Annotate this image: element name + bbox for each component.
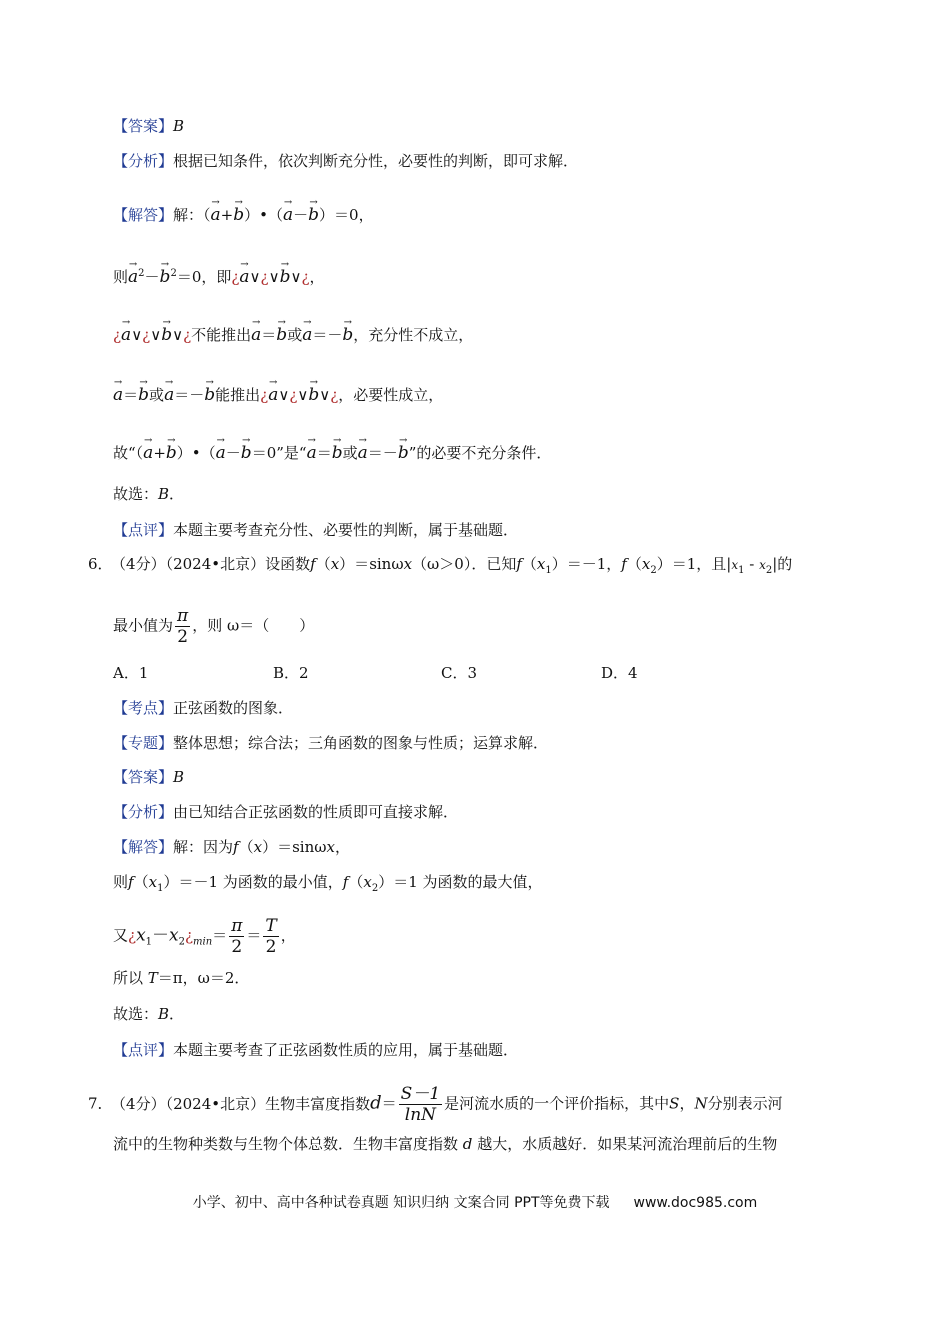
- dot: ）•（: [176, 444, 216, 462]
- fraction-numerator: T: [265, 916, 277, 936]
- q6-stem-line-2: [113, 606, 314, 647]
- or-sym: ∨: [278, 386, 290, 404]
- invalid-char: ¿: [185, 926, 194, 945]
- suoyi: 所以: [113, 969, 148, 987]
- plus: +: [153, 444, 166, 462]
- fraction-numerator: π: [231, 916, 243, 936]
- minus: －: [293, 206, 309, 224]
- footer-url[interactable]: www.doc985.com: [633, 1195, 758, 1211]
- solution-line-3: ¿→ a∨¿∨→ b∨¿不能推出→ a＝→ b或→ a＝－→ b，充分性不成立，: [113, 318, 473, 346]
- minus: －: [327, 326, 343, 344]
- option-a[interactable]: A．1: [113, 664, 149, 682]
- plus: +: [220, 206, 234, 224]
- richness-index-fraction: [399, 1084, 442, 1125]
- vector-a: → a: [302, 318, 312, 346]
- period: ．: [169, 1005, 185, 1023]
- conclusion-mid: ＝0”是“: [251, 444, 307, 462]
- q6-solution-line-1: 【解答】解：因为f（x）＝sinωx，: [113, 838, 350, 856]
- q7-stem-l2: 流中的生物种类数与生物个体总数．生物丰富度指数: [113, 1135, 459, 1153]
- page-footer: [0, 1192, 950, 1212]
- invalid-char: ¿: [183, 326, 192, 344]
- vector-b: → b: [138, 378, 149, 406]
- q6-stem-a: （4分）（2024•北京）设函数: [118, 555, 311, 573]
- max-statement: ）＝1 为函数的最大值，: [378, 873, 543, 891]
- fraction-denominator: 2: [231, 937, 243, 957]
- option-c[interactable]: C．3: [441, 664, 478, 682]
- or-sym: ∨: [249, 268, 261, 286]
- vector-b: → b: [308, 198, 319, 226]
- option-d[interactable]: D．4: [601, 664, 638, 682]
- q6-stem-e: ）＝1，且|: [656, 555, 732, 573]
- or-sym: ∨: [131, 326, 143, 344]
- q6-solution-line-2: 则$f(x_1)=-1$ 为函数的最小值，$f(x_2)=1$ 为函数的最大值，: [113, 873, 543, 894]
- vector-b: → b: [241, 436, 252, 464]
- solution-line-1: [113, 198, 374, 226]
- q6-kaodian-line: [113, 697, 293, 719]
- q6-stem-b: sinω: [369, 555, 404, 573]
- conclusion-end: ”的必要不充分条件．: [408, 444, 552, 462]
- kaodian-tag: 【考点】: [113, 699, 174, 717]
- choose-answer: B: [158, 485, 170, 503]
- q6-stem-d: ）＝－1，: [551, 555, 622, 573]
- analysis-tag: 【分析】: [113, 152, 174, 170]
- solution-start: 解：（: [173, 206, 211, 224]
- invalid-char: ¿: [260, 268, 269, 286]
- comment-text: 本题主要考查充分性、必要性的判断，属于基础题．: [173, 521, 519, 539]
- q6-stem-f: |的: [772, 555, 793, 573]
- eq-zero-ji: ＝0，即: [176, 268, 232, 286]
- q6-stem-c: （ω＞0）．已知: [412, 555, 517, 573]
- q6-zhuanti-line: [113, 732, 548, 754]
- answer-tag: 【答案】: [113, 117, 174, 135]
- q6-stem-line-1: 6． （4分）（2024•北京）设函数f（x）＝sinωx（ω＞0）．已知$f(x_1)=-1$，$f(x_2)=1$，且$|x_1 - x_2|$的: [88, 555, 793, 576]
- answer-line: [113, 115, 184, 137]
- sufficiency-fails: ，充分性不成立，: [353, 326, 474, 344]
- fraction-numerator: S－1: [400, 1084, 441, 1104]
- q6-min-value-label: 最小值为: [113, 616, 174, 635]
- vector-a: → a: [251, 318, 261, 346]
- or-word: 或: [342, 444, 358, 462]
- vector-a: → a: [268, 378, 278, 406]
- minus: －: [144, 268, 160, 286]
- vector-b: → b: [342, 318, 353, 346]
- invalid-char: ¿: [231, 268, 240, 286]
- q7-stem-line-2: 流中的生物种类数与生物个体总数．生物丰富度指数 d 越大，水质越好．如果某河流治理前后的生物: [113, 1135, 778, 1153]
- conclusion-start: 故“（: [113, 444, 144, 462]
- invalid-char: ¿: [301, 268, 310, 286]
- q7-stem-c: 分别表示河: [707, 1094, 783, 1113]
- q6-options: [113, 662, 833, 684]
- vector-a: → a: [164, 378, 174, 406]
- ze: 则: [113, 268, 129, 286]
- comment-text: 本题主要考查了正弦函数性质的应用，属于基础题．: [173, 1041, 519, 1059]
- q6-choose-line: [113, 1003, 184, 1025]
- vector-b: → b: [160, 260, 171, 288]
- q6-answer-line: [113, 766, 184, 788]
- answer-value: B: [173, 117, 185, 135]
- q6-analysis-line: [113, 801, 458, 823]
- vector-b: → b: [233, 198, 244, 226]
- ze: 则: [113, 873, 129, 891]
- invalid-char: ¿: [142, 326, 151, 344]
- suoyi-result: ＝π，ω＝2．: [157, 969, 250, 987]
- choose-label: 故选：: [113, 1005, 159, 1023]
- zhuanti-tag: 【专题】: [113, 734, 174, 752]
- solution-tag: 【解答】: [113, 206, 174, 224]
- or-sym: ∨: [268, 268, 280, 286]
- solution-line-2: [113, 260, 325, 288]
- or-sym: ∨: [319, 386, 331, 404]
- vector-a: → a: [113, 378, 123, 406]
- invalid-char: ¿: [289, 386, 298, 404]
- minus: －: [225, 444, 241, 462]
- analysis-text: 由已知结合正弦函数的性质即可直接求解．: [173, 803, 459, 821]
- period: ．: [169, 485, 185, 503]
- choose-label: 故选：: [113, 485, 159, 503]
- vector-a: → a: [307, 436, 317, 464]
- solution-a: 解：因为: [173, 838, 234, 856]
- q7-stem-l2-b: 越大，水质越好．如果某河流治理前后的生物: [477, 1135, 778, 1153]
- cannot-derive: 不能推出: [191, 326, 252, 344]
- q6-solution-line-3: 又¿$x_1-x_2¿_{min}=$ $\frac{\pi}{2}$ ＝ $\frac{T}{2}$ ，: [113, 916, 296, 957]
- comment-tag: 【点评】: [113, 521, 174, 539]
- or-sym: ∨: [290, 268, 302, 286]
- minus: －: [382, 444, 398, 462]
- vector-b: → b: [166, 436, 177, 464]
- or-word: 或: [149, 386, 165, 404]
- or-word: 或: [287, 326, 303, 344]
- can-derive: 能推出: [215, 386, 261, 404]
- analysis-line: [113, 150, 578, 172]
- invalid-char: ¿: [128, 926, 137, 945]
- vector-a: → a: [239, 260, 249, 288]
- vector-a: → a: [216, 436, 226, 464]
- q7-number: 7．: [88, 1094, 113, 1113]
- vector-b: → b: [204, 378, 215, 406]
- or-sym: ∨: [172, 326, 184, 344]
- q7-stem-line-1: 7． （4分）（2024•北京）生物丰富度指数d＝ $\frac{S-1}{\ln N}$ 是河流水质的一个评价指标，其中S，N分别表示河: [88, 1084, 783, 1125]
- fraction-denominator: 2: [265, 937, 277, 957]
- zhuanti-text: 整体思想；综合法；三角函数的图象与性质；运算求解．: [173, 734, 549, 752]
- vector-a: → a: [121, 318, 131, 346]
- necessity-holds: ，必要性成立，: [338, 386, 444, 404]
- solution-tag: 【解答】: [113, 838, 174, 856]
- you: 又: [113, 926, 129, 945]
- invalid-char: ¿: [113, 326, 122, 344]
- t-over-2-fraction: [263, 916, 278, 957]
- comma: ，: [309, 268, 325, 286]
- q7-stem-b: 是河流水质的一个评价指标，其中: [444, 1094, 670, 1113]
- answer-tag: 【答案】: [113, 768, 174, 786]
- vector-b: → b: [276, 318, 287, 346]
- dot: ）•（: [244, 206, 283, 224]
- kaodian-text: 正弦函数的图象．: [173, 699, 294, 717]
- invalid-char: ¿: [330, 386, 339, 404]
- minus: －: [189, 386, 205, 404]
- vector-b: → b: [332, 436, 343, 464]
- vector-b: → b: [398, 436, 409, 464]
- vector-a: → a: [128, 260, 138, 288]
- or-sym: ∨: [150, 326, 162, 344]
- option-b[interactable]: B．2: [273, 664, 309, 682]
- solution-b: ）＝sinω: [262, 838, 327, 856]
- q6-solution-line-4: [113, 967, 249, 989]
- solution-line-5: 故“（→ a+→ b）•（→ a－→ b＝0”是“→ a＝→ b或→ a＝－→ b”的必要不充分条件．: [113, 436, 551, 464]
- or-sym: ∨: [297, 386, 309, 404]
- q6-omega-question: ，则 ω＝（ ）: [192, 616, 315, 635]
- comment-tag: 【点评】: [113, 1041, 174, 1059]
- vector-a: → a: [283, 198, 293, 226]
- footer-text: 小学、初中、高中各种试卷真题 知识归纳 文案合同 PPT等免费下载: [192, 1195, 610, 1211]
- q6-comment-line: [113, 1039, 518, 1061]
- analysis-text: 根据已知条件，依次判断充分性，必要性的判断，即可求解．: [173, 152, 579, 170]
- analysis-tag: 【分析】: [113, 803, 174, 821]
- invalid-char: ¿: [260, 386, 269, 404]
- fraction-numerator: π: [177, 606, 189, 626]
- q6-number: 6．: [88, 555, 113, 573]
- fraction-denominator: 2: [177, 627, 189, 647]
- pi-over-2-fraction: [175, 606, 190, 647]
- answer-value: B: [173, 768, 185, 786]
- eq-zero: ）＝0，: [319, 206, 374, 224]
- comment-line: [113, 519, 518, 541]
- vector-b: → b: [161, 318, 172, 346]
- vector-b: → b: [280, 260, 291, 288]
- square: 2: [138, 268, 145, 279]
- q7-stem-a: （4分）（2024•北京）生物丰富度指数: [118, 1094, 371, 1113]
- solution-line-4: → a＝→ b或→ a＝－→ b能推出¿→ a∨¿∨→ b∨¿，必要性成立，: [113, 378, 443, 406]
- min-statement: ）＝－1 为函数的最小值，: [163, 873, 343, 891]
- period-T: T: [147, 969, 158, 987]
- vector-a: → a: [358, 436, 368, 464]
- choose-answer: B: [158, 1005, 170, 1023]
- square: 2: [170, 268, 177, 279]
- pi-over-2-fraction: [229, 916, 244, 957]
- choose-line: [113, 483, 184, 505]
- min-subscript: min: [193, 936, 213, 948]
- fraction-denominator: lnN: [404, 1105, 437, 1125]
- vector-a: → a: [143, 436, 153, 464]
- vector-a: → a: [211, 198, 221, 226]
- vector-b: → b: [308, 378, 319, 406]
